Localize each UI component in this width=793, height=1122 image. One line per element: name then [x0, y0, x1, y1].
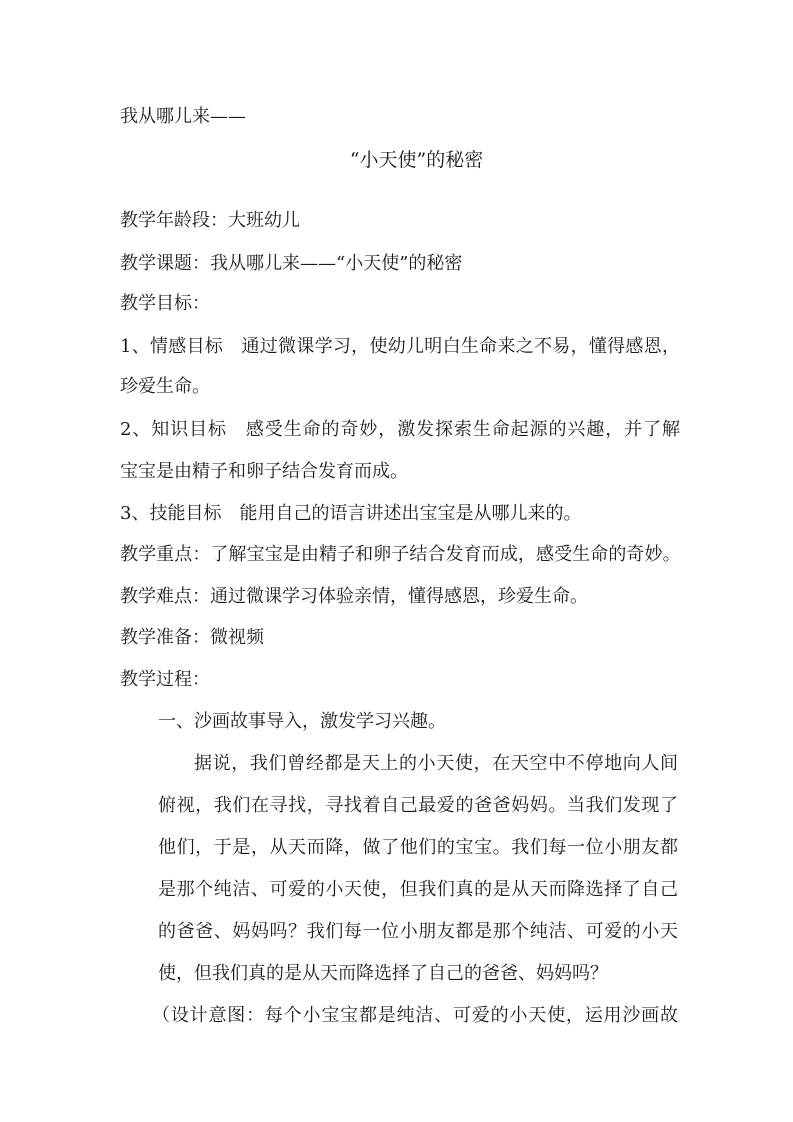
goal-1-text-a: 通过微课学习，使幼儿明白生命来之不易，懂得感恩， [241, 336, 680, 357]
age-line [120, 209, 680, 233]
goals-label: 教学目标： [120, 293, 210, 314]
goal-2-line-b: 宝宝是由精子和卵子结合发育而成。 [120, 461, 408, 482]
goal-2-line-a [120, 418, 680, 442]
story-line-3: 他们，于是，从天而降，做了他们的宝宝。我们每一位小朋友都 [158, 837, 678, 858]
difficulty-line: 教学难点：通过微课学习体验亲情，懂得感恩，珍爱生命。 [120, 586, 588, 607]
story-line-4: 是那个纯洁、可爱的小天使，但我们真的是从天而降选择了自己 [158, 879, 678, 900]
age-label: 教学年龄段： [120, 210, 228, 231]
title-line-1: 我从哪儿来—— [120, 106, 246, 127]
story-line-6: 使，但我们真的是从天而降选择了自己的爸爸、妈妈吗？ [158, 963, 608, 984]
process-label: 教学过程： [120, 669, 210, 690]
title-line-2: “小天使”的秘密 [349, 149, 484, 171]
story-line-5: 的爸爸、妈妈吗？我们每一位小朋友都是那个纯洁、可爱的小天 [158, 921, 678, 942]
goal-3-name: 3、技能目标 [120, 503, 222, 524]
age-value: 大班幼儿 [228, 210, 300, 231]
goal-2-name: 2、知识目标 [120, 419, 227, 440]
preparation-line: 教学准备：微视频 [120, 627, 264, 648]
goal-2-text-a: 感受生命的奇妙，激发探索生命起源的兴趣，并了解 [244, 419, 680, 440]
goal-1-line-a [120, 335, 680, 359]
topic-label: 教学课题： [120, 253, 210, 274]
story-line-2: 俯视，我们在寻找，寻找着自己最爱的爸爸妈妈。当我们发现了 [158, 795, 678, 816]
story-line-1: 据说，我们曾经都是天上的小天使，在天空中不停地向人间 [194, 753, 678, 774]
topic-value: 我从哪儿来——“小天使”的秘密 [210, 253, 463, 274]
topic-line [120, 252, 680, 276]
step-1-heading: 一、沙画故事导入，激发学习兴趣。 [158, 711, 446, 732]
goal-3-line [120, 502, 680, 526]
key-point-line: 教学重点：了解宝宝是由精子和卵子结合发育而成，感受生命的奇妙。 [120, 544, 680, 565]
goal-1-name: 1、情感目标 [120, 336, 224, 357]
goal-1-line-b: 珍爱生命。 [120, 376, 210, 397]
design-intent-line: （设计意图：每个小宝宝都是纯洁、可爱的小天使，运用沙画故 [152, 1005, 678, 1026]
goal-3-text: 能用自己的语言讲述出宝宝是从哪儿来的。 [239, 503, 582, 524]
